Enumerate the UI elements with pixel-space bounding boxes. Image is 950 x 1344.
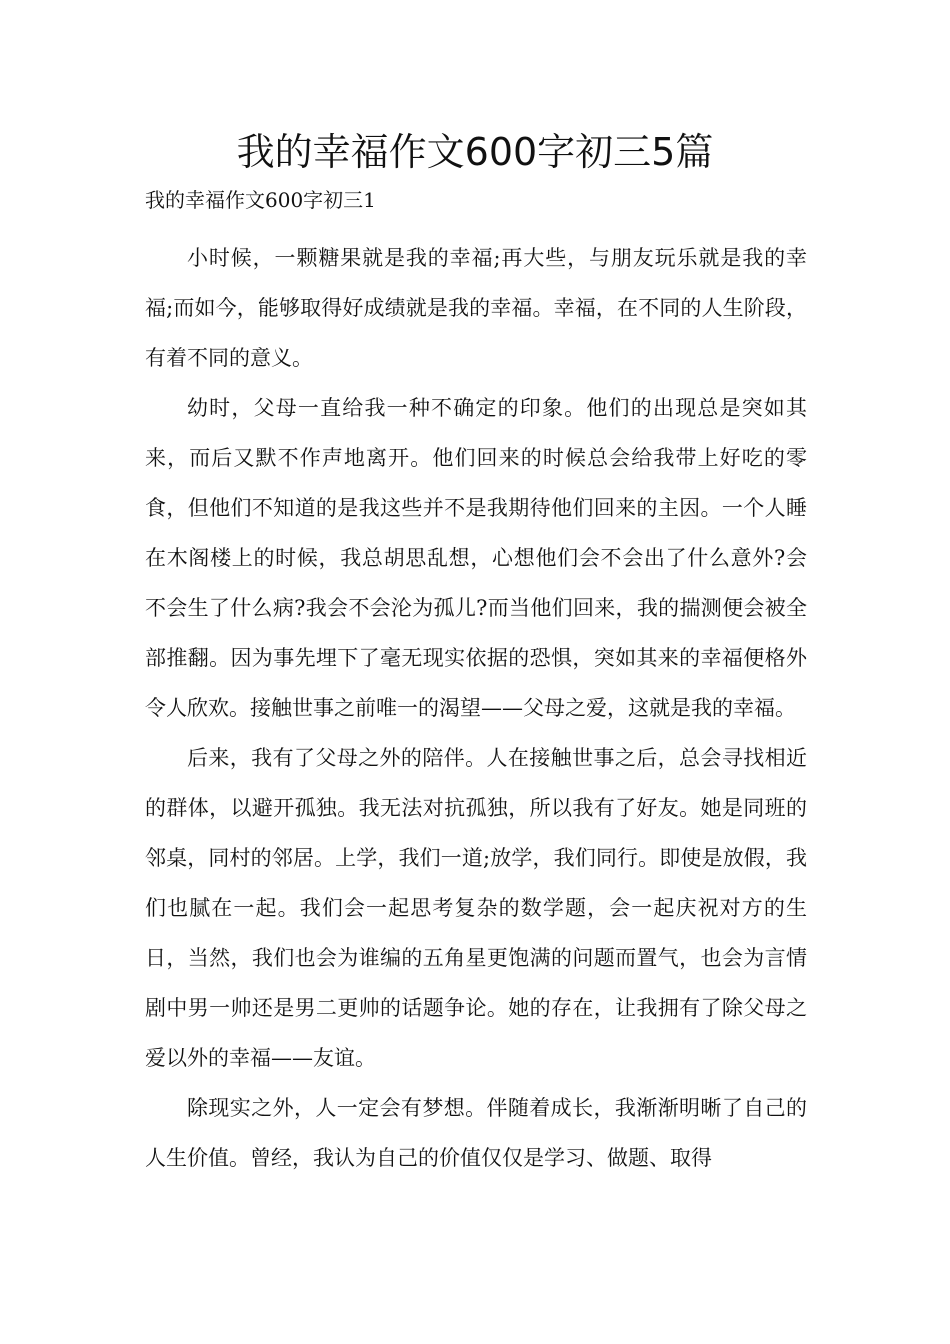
paragraph-1: 小时候，一颗糖果就是我的幸福;再大些，与朋友玩乐就是我的幸福;而如今，能够取得好成绩就是我的幸福。幸福，在不同的人生阶段，有着不同的意义。: [145, 246, 807, 370]
document-body: [145, 233, 807, 1183]
document-subtitle: 我的幸福作文600字初三1: [145, 188, 376, 212]
paragraph-3: 后来，我有了父母之外的陪伴。人在接触世事之后，总会寻找相近的群体，以避开孤独。我无法对抗孤独，所以我有了好友。她是同班的邻桌，同村的邻居。上学，我们一道;放学，我们同行。即使是放假，我们也腻在一起。我们会一起思考复杂的数学题，会一起庆祝对方的生日，当然，我们也会为谁编的五角星更饱满的问题而置气，也会为言情剧中男一帅还是男二更帅的话题争论。她的存在，让我拥有了除父母之爱以外的幸福——友谊。: [145, 746, 807, 1070]
document-title: 我的幸福作文600字初三5篇: [236, 130, 714, 174]
paragraph-4: 除现实之外，人一定会有梦想。伴随着成长，我渐渐明晰了自己的人生价值。曾经，我认为自己的价值仅仅是学习、做题、取得: [145, 1096, 807, 1170]
paragraph-2: 幼时，父母一直给我一种不确定的印象。他们的出现总是突如其来，而后又默不作声地离开。他们回来的时候总会给我带上好吃的零食，但他们不知道的是我这些并不是我期待他们回来的主因。一个人睡在木阁楼上的时候，我总胡思乱想，心想他们会不会出了什么意外?会不会生了什么病?我会不会沦为孤儿?而当他们回来，我的揣测便会被全部推翻。因为事先埋下了毫无现实依据的恐惧，突如其来的幸福便格外令人欣欢。接触世事之前唯一的渴望——父母之爱，这就是我的幸福。: [145, 396, 807, 720]
